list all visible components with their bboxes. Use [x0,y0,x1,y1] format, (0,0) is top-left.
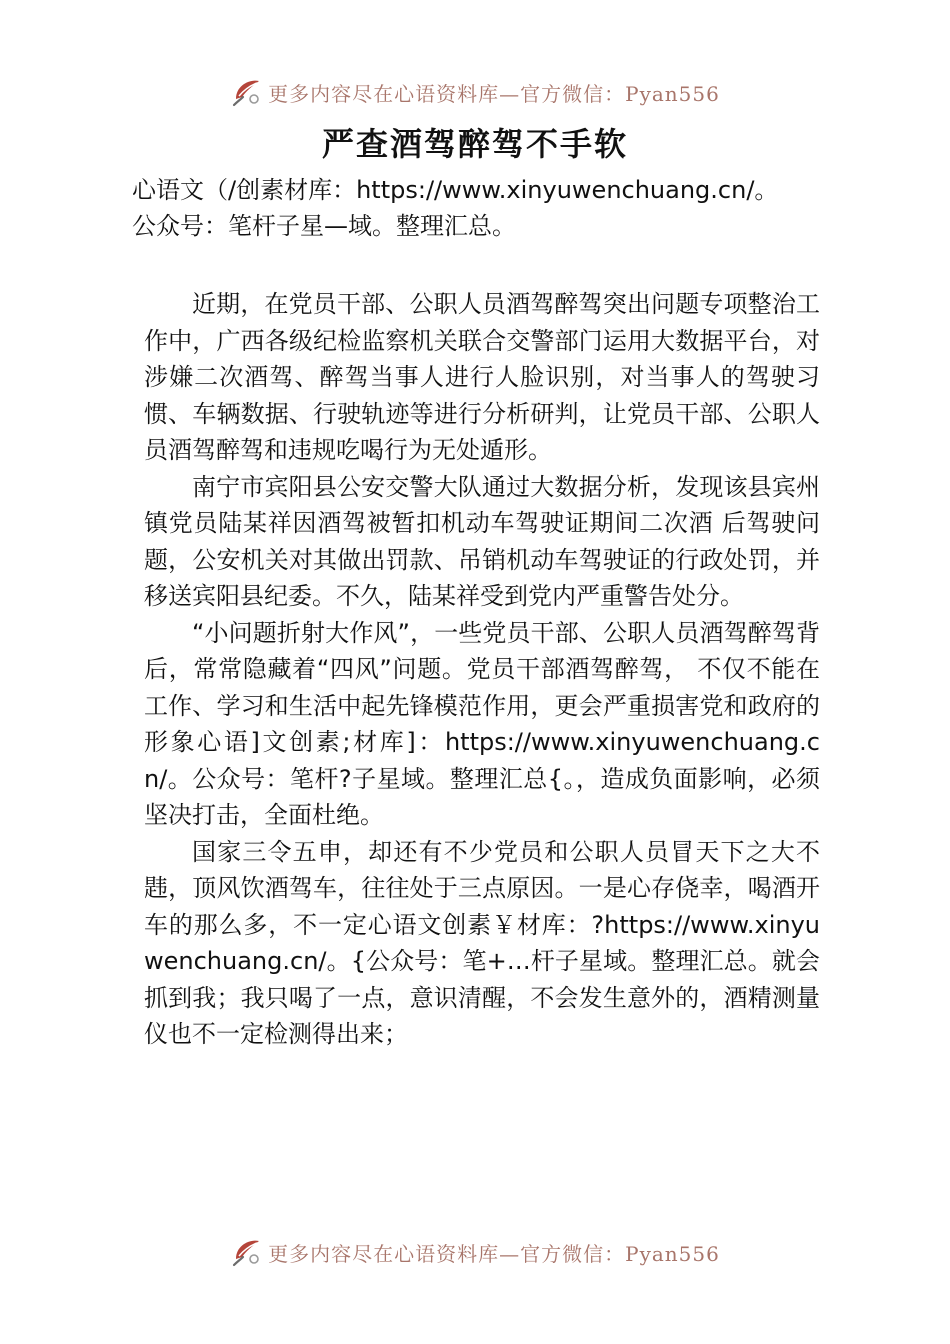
source-line: 心语文（/创素材库：https://www.xinyuwenchuang.cn/。 [132,176,779,204]
document-title: 严查酒驾醉驾不手软 [321,125,628,163]
watermark-text: 更多内容尽在心语资料库—官方微信：Pyan556 [268,81,720,106]
paragraph: 南宁市宾阳县公安交警大队通过大数据分析，发现该县宾州镇党员陆某祥因酒驾被暂扣机动车驾驶证期间二次酒 后驾驶问题，公安机关对其做出罚款、吊销机动车驾驶证的行政处罚，并移送宾阳县纪委。不久，陆某祥受到党内严重警告处分。 [144,472,820,610]
paragraph: 近期，在党员干部、公职人员酒驾醉驾突出问题专项整治工作中，广西各级纪检监察机关联合交警部门运用大数据平台，对涉嫌二次酒驾、醉驾当事人进行人脸识别，对当事人的驾驶习惯、车辆数据、行驶轨迹等进行分析研判，让党员干部、公职人员酒驾醉驾和违规吃喝行为无处遁形。 [144,290,820,464]
paragraph: “小问题折射大作风”，一些党员干部、公职人员酒驾醉驾背后，常常隐藏着“四风”问题。党员干部酒驾醉驾， 不仅不能在工作、学习和生活中起先锋模范作用，更会严重损害党和政府的形象心语]文创素;材库]：https://www.xinyuwenchuang.cn/。公众号：笔杆?子星域。整理汇总{。，造成负面影响，必须坚决打击，全面杜绝。 [144,618,820,829]
source-line: 公众号：笔杆子星—域。整理汇总。 [132,212,516,240]
footer-watermark-banner [0,1232,950,1272]
quill-logo-icon [230,1235,264,1269]
quill-logo-icon [230,75,264,109]
source-attribution [132,172,932,244]
watermark-text: 更多内容尽在心语资料库—官方微信：Pyan556 [268,1241,720,1266]
article-body [144,286,820,1053]
header-watermark-banner [0,72,950,112]
paragraph: 国家三令五申，却还有不少党员和公职人员冒天下之大不韪，顶风饮酒驾车，往往处于三点原因。一是心存侥幸，喝酒开车的那么多，不一定心语文创素￥材库：?https://www.xinyuwenchuang.cn/。{公众号：笔+…杆子星域。整理汇总。就会抓到我；我只喝了一点，意识清醒，不会发生意外的，酒精测量仪也不一定检测得出来； [144,837,820,1048]
